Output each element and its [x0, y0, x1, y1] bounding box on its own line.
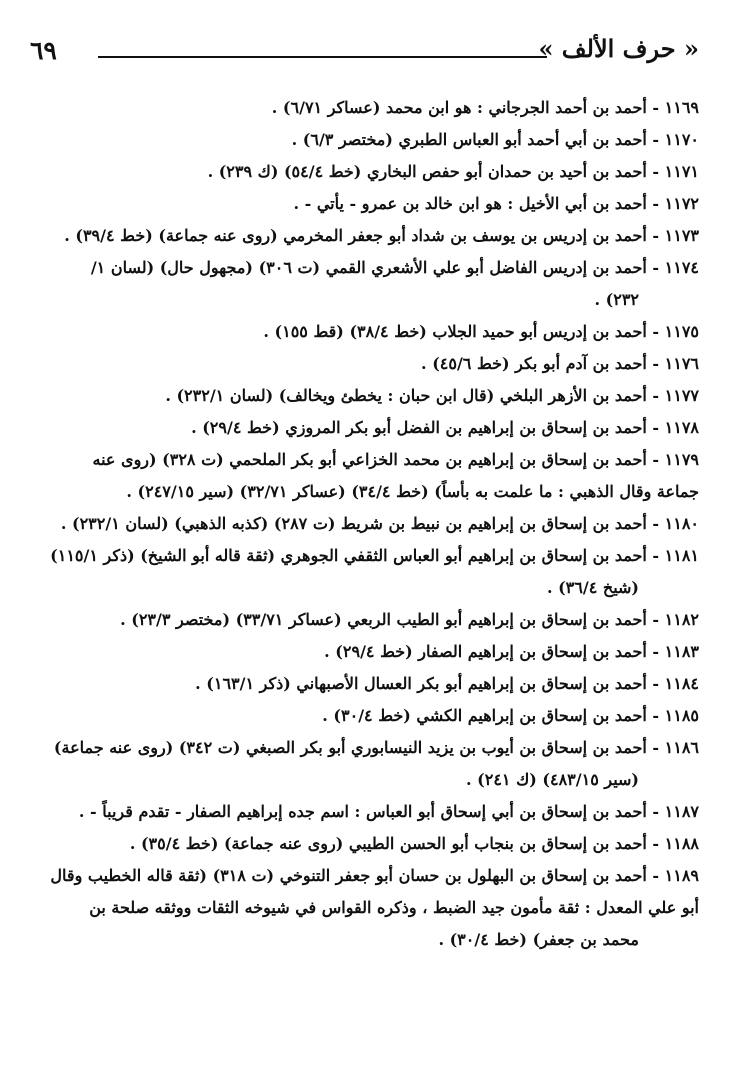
entry-continuation-line: (سير ٤٨٣/١٥) (ك ٢٤١) . — [466, 770, 639, 789]
entry-line: ١١٧٩ - أحمد بن إسحاق بن إبراهيم بن محمد الخزاعي أبو بكر الملحمي (ت ٣٢٨) (روى عنه — [92, 450, 699, 469]
entry-line: ١١٧٧ - أحمد بن الأزهر البلخي (قال ابن حبان : يخطئ ويخالف) (لسان ٢٣٢/١) . — [165, 386, 699, 405]
entry-line: ١١٧٢ - أحمد بن أبي الأخيل : هو ابن خالد بن عمرو - يأتي - . — [293, 194, 699, 213]
entry-continuation-line: محمد بن جعفر) (خط ٣٠/٤) . — [438, 930, 639, 949]
header-rule — [98, 56, 547, 58]
page-number: ٦٩ — [30, 36, 57, 65]
entry-line: ١١٧٦ - أحمد بن آدم أبو بكر (خط ٤٥/٦) . — [421, 354, 699, 373]
entry-line: ١١٨١ - أحمد بن إسحاق بن إبراهيم أبو العباس الثقفي الجوهري (ثقة قاله أبو الشيخ) (ذكر ١١٥/١) — [50, 546, 699, 565]
entry-line: ١١٨٤ - أحمد بن إسحاق بن إبراهيم أبو بكر العسال الأصبهاني (ذكر ١٦٣/١) . — [195, 674, 699, 693]
entry-line: ١١٧١ - أحمد بن أحيد بن حمدان أبو حفص البخاري (خط ٥٤/٤) (ك ٢٣٩) . — [207, 162, 699, 181]
entry-line: ١١٨٢ - أحمد بن إسحاق بن إبراهيم أبو الطيب الربعي (عساكر ٣٣/٧١) (مختصر ٢٣/٣) . — [120, 610, 699, 629]
entry-line: ١١٧٤ - أحمد بن إدريس الفاضل أبو علي الأشعري القمي (ت ٣٠٦) (مجهول حال) (لسان ١/ — [90, 258, 699, 277]
entry-line: ١١٧٥ - أحمد بن إدريس أبو حميد الجلاب (خط ٣٨/٤) (قط ١٥٥) . — [263, 322, 699, 341]
entry-line: ١١٨٨ - أحمد بن إسحاق بن بنجاب أبو الحسن الطيبي (روى عنه جماعة) (خط ٣٥/٤) . — [129, 834, 699, 853]
entry-continuation-line: (شيخ ٣٦/٤) . — [546, 578, 639, 597]
entry-line: ١١٨٦ - أحمد بن إسحاق بن أيوب بن يزيد النيسابوري أبو بكر الصبغي (ت ٣٤٢) (روى عنه جماعة) — [53, 738, 699, 757]
entry-line: ١١٧٣ - أحمد بن إدريس بن يوسف بن شداد أبو جعفر المخرمي (روى عنه جماعة) (خط ٣٩/٤) . — [64, 226, 699, 245]
entry-continuation-line: أبو علي المعدل : ثقة مأمون جيد الضبط ، وذكره القواس في شيوخه الثقات ووثقه صلحة بن — [89, 898, 699, 917]
entry-line: ١١٦٩ - أحمد بن أحمد الجرجاني : هو ابن محمد (عساكر ٦/٧١) . — [271, 98, 699, 117]
entry-line: ١١٨٩ - أحمد بن إسحاق بن البهلول بن حسان أبو جعفر التنوخي (ت ٣١٨) (ثقة قاله الخطيب وقال — [50, 866, 699, 885]
entry-line: ١١٨٥ - أحمد بن إسحاق بن إبراهيم الكشي (خط ٣٠/٤) . — [322, 706, 699, 725]
entry-continuation-line: جماعة وقال الذهبي : ما علمت به بأساً) (خط ٣٤/٤) (عساكر ٣٢/٧١) (سير ٢٤٧/١٥) . — [126, 482, 699, 501]
entry-line: ١١٧٠ - أحمد بن أبي أحمد أبو العباس الطبري (مختصر ٦/٣) . — [291, 130, 699, 149]
chapter-title: « حرف الألف » — [538, 34, 699, 63]
page-header — [30, 34, 699, 74]
entry-line: ١١٨٧ - أحمد بن إسحاق بن أبي إسحاق أبو العباس : اسم جده إبراهيم الصفار - تقدم قريباً - . — [78, 802, 699, 821]
entry-continuation-line: ٢٣٢) . — [594, 290, 639, 309]
entry-line: ١١٨٣ - أحمد بن إسحاق بن إبراهيم الصفار (خط ٢٩/٤) . — [324, 642, 699, 661]
entries-list — [34, 92, 699, 956]
entry-line: ١١٧٨ - أحمد بن إسحاق بن إبراهيم بن الفضل أبو بكر المروزي (خط ٢٩/٤) . — [191, 418, 699, 437]
entry-line: ١١٨٠ - أحمد بن إسحاق بن إبراهيم بن نبيط بن شريط (ت ٢٨٧) (كذبه الذهبي) (لسان ٢٣٢/١) . — [60, 514, 699, 533]
